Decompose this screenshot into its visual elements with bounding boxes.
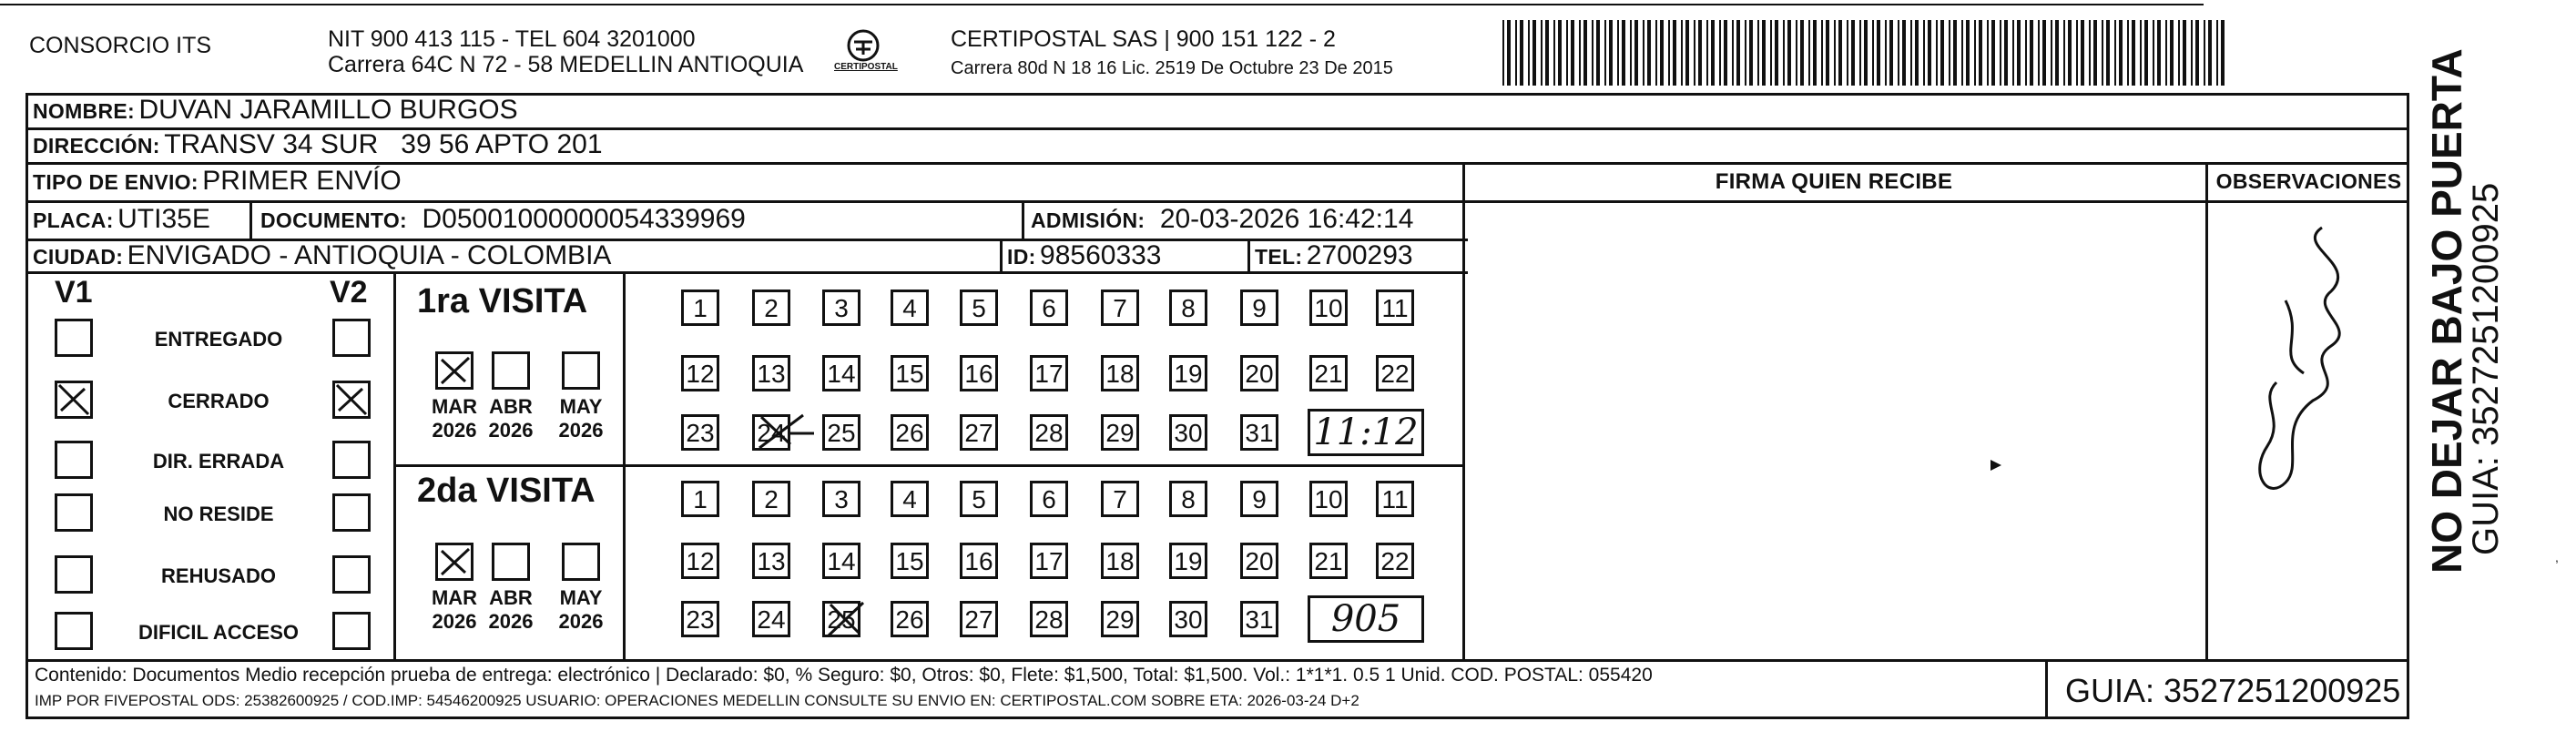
barcode-bar <box>1660 20 1664 86</box>
barcode-bar <box>2140 20 2142 86</box>
barcode-bar <box>2157 20 2161 86</box>
barcode-bar <box>1949 20 1950 86</box>
barcode-bar <box>1838 20 1842 86</box>
cell-divider <box>249 200 252 239</box>
barcode-bar <box>2076 20 2078 86</box>
placa-label: PLACA: <box>33 208 114 232</box>
barcode-bar <box>1910 20 1912 86</box>
company-name: CONSORCIO ITS <box>29 33 212 58</box>
month-checkbox[interactable] <box>492 543 530 581</box>
barcode-bar <box>2170 20 2174 86</box>
ciudad-field <box>33 240 611 271</box>
status-option-label: DIR. ERRADA <box>152 450 285 473</box>
month-year: 2026 <box>558 419 604 442</box>
barcode-bar <box>1736 20 1740 86</box>
barcode-bar <box>1851 20 1855 86</box>
month-name: MAY <box>559 586 603 609</box>
barcode-bar <box>2221 20 2225 86</box>
footer-guia-divider <box>2045 659 2048 719</box>
barcode <box>1502 20 2231 86</box>
barcode-bar <box>1745 20 1746 86</box>
day-box[interactable]: 31 <box>1240 601 1278 637</box>
id-value: 98560333 <box>1040 240 1162 270</box>
month-checkbox[interactable] <box>435 543 473 581</box>
barcode-bar <box>2153 20 2154 86</box>
observaciones-column-divider <box>2205 162 2208 659</box>
barcode-bar <box>1859 20 1861 86</box>
day-box[interactable]: 5 <box>960 481 998 517</box>
visit2-title: 2da VISITA <box>417 472 596 510</box>
barcode-bar <box>1732 20 1734 86</box>
month-checkbox[interactable] <box>562 351 600 390</box>
barcode-bar <box>1617 20 1619 86</box>
barcode-bar <box>1622 20 1625 86</box>
month-label <box>484 586 538 634</box>
cell-divider <box>1000 239 1003 271</box>
check-mark-icon <box>438 354 471 387</box>
handwritten-time: 905 <box>1308 595 1424 643</box>
v2-checkbox[interactable] <box>332 612 371 650</box>
barcode-bar <box>1847 20 1848 86</box>
tipo-envio-label: TIPO DE ENVIO: <box>33 170 199 194</box>
barcode-bar <box>1528 20 1530 86</box>
barcode-bar <box>1979 20 1982 86</box>
barcode-bar <box>1961 20 1963 86</box>
barcode-bar <box>1724 20 1727 86</box>
barcode-bar <box>2000 20 2001 86</box>
barcode-bar <box>1647 20 1651 86</box>
month-year: 2026 <box>488 610 534 633</box>
v2-checkbox[interactable] <box>332 493 371 532</box>
check-mark-icon <box>438 545 471 578</box>
barcode-bar <box>2025 20 2027 86</box>
month-name: ABR <box>489 586 533 609</box>
footer-guia: GUIA: 3527251200925 <box>2065 672 2401 709</box>
barcode-bar <box>1800 20 1804 86</box>
barcode-bar <box>2051 20 2052 86</box>
barcode-bar <box>1872 20 1874 86</box>
month-name: ABR <box>489 395 533 418</box>
day-box[interactable]: 26 <box>891 414 929 451</box>
direccion-label: DIRECCIÓN: <box>33 134 160 158</box>
barcode-bar <box>1507 20 1511 86</box>
day-box[interactable]: 22 <box>1376 543 1414 579</box>
month-label <box>554 395 608 442</box>
day-box[interactable]: 15 <box>891 355 929 391</box>
day-box[interactable]: 21 <box>1309 543 1348 579</box>
month-year: 2026 <box>432 610 477 633</box>
barcode-bar <box>1630 20 1632 86</box>
barcode-bar <box>1583 20 1587 86</box>
barcode-bar <box>1834 20 1836 86</box>
barcode-bar <box>1864 20 1868 86</box>
barcode-bar <box>1885 20 1887 86</box>
barcode-bar <box>2081 20 2084 86</box>
v1-checkbox[interactable] <box>55 493 93 532</box>
day-box[interactable]: 3 <box>822 481 860 517</box>
barcode-bar <box>1902 20 1906 86</box>
barcode-bar <box>1579 20 1581 86</box>
barcode-bar <box>1796 20 1797 86</box>
barcode-bar <box>1987 20 1989 86</box>
day-box[interactable]: 15 <box>891 543 929 579</box>
v2-checkbox[interactable] <box>332 441 371 479</box>
v1-checkbox[interactable] <box>55 555 93 594</box>
barcode-bar <box>2127 20 2129 86</box>
placa-field <box>33 204 210 235</box>
carrier-address: Carrera 80d N 18 16 Lic. 2519 De Octubre 23 De 2015 <box>951 58 1393 78</box>
barcode-bar <box>1966 20 1970 86</box>
day-box[interactable]: 21 <box>1309 355 1348 391</box>
month-label <box>427 395 482 442</box>
barcode-bar <box>2119 20 2123 86</box>
barcode-bar <box>1592 20 1593 86</box>
barcode-bar <box>2144 20 2148 86</box>
day-box[interactable]: 6 <box>1030 481 1068 517</box>
v1-header: V1 <box>55 275 93 310</box>
day-box[interactable]: 22 <box>1376 355 1414 391</box>
admision-field <box>1031 204 1413 235</box>
day-box[interactable]: 10 <box>1309 290 1348 326</box>
admision-label: ADMISIÓN: <box>1031 208 1145 232</box>
side-guia: GUIA: 3527251200925 <box>2466 182 2506 555</box>
row-divider <box>25 271 1468 274</box>
barcode-bar <box>1532 20 1536 86</box>
day-box[interactable]: 12 <box>681 355 719 391</box>
month-checkbox[interactable] <box>435 351 473 390</box>
barcode-bar <box>2191 20 2193 86</box>
barcode-bar <box>1898 20 1899 86</box>
day-box[interactable]: 26 <box>891 601 929 637</box>
barcode-bar <box>2106 20 2110 86</box>
check-mark-icon <box>335 383 368 416</box>
certipostal-logo-icon <box>830 27 896 64</box>
day-box[interactable]: 2 <box>752 290 790 326</box>
barcode-bar <box>1541 20 1543 86</box>
day-box[interactable]: 14 <box>822 543 860 579</box>
barcode-bar <box>1643 20 1644 86</box>
month-checkbox[interactable] <box>492 351 530 390</box>
status-option-label: CERRADO <box>168 390 270 412</box>
barcode-bar <box>1808 20 1810 86</box>
status-option-label: NO RESIDE <box>163 503 274 525</box>
tipo-envio-field <box>33 166 402 197</box>
barcode-bar <box>1923 20 1925 86</box>
barcode-bar <box>1974 20 1976 86</box>
observaciones-label: OBSERVACIONES <box>2215 169 2402 193</box>
barcode-bar <box>1826 20 1829 86</box>
barcode-bar <box>1940 20 1944 86</box>
day-box[interactable]: 6 <box>1030 290 1068 326</box>
day-box[interactable]: 1 <box>681 481 719 517</box>
barcode-bar <box>2017 20 2021 86</box>
barcode-bar <box>1936 20 1938 86</box>
barcode-bar <box>2055 20 2059 86</box>
company-nit: NIT 900 413 115 - TEL 604 3201000 <box>328 26 696 52</box>
top-edge-line <box>0 4 2204 5</box>
day-box[interactable]: 20 <box>1240 355 1278 391</box>
ciudad-value: ENVIGADO - ANTIOQUIA - COLOMBIA <box>127 240 612 270</box>
barcode-bar <box>2093 20 2097 86</box>
day-box[interactable]: 4 <box>891 290 929 326</box>
barcode-bar <box>2068 20 2072 86</box>
barcode-bar <box>2114 20 2116 86</box>
day-box[interactable]: 1 <box>681 290 719 326</box>
firma-label: FIRMA QUIEN RECIBE <box>1715 169 1953 194</box>
day-box[interactable]: 19 <box>1169 543 1207 579</box>
barcode-bar <box>1515 20 1517 86</box>
footer-imp-line: IMP POR FIVEPOSTAL ODS: 25382600925 / COD.IMP: 54546200925 USUARIO: OPERACIONES MEDELLIN CONSULTE SU ENVIO EN: CERTIPOSTAL.COM SOBRE ETA: 2026-03-24 D+2 <box>35 692 1359 709</box>
barcode-bar <box>1545 20 1549 86</box>
row-divider <box>25 162 2409 165</box>
barcode-bar <box>1553 20 1555 86</box>
barcode-bar <box>1953 20 1957 86</box>
barcode-bar <box>1668 20 1670 86</box>
day-box[interactable]: 8 <box>1169 481 1207 517</box>
barcode-bar <box>1558 20 1562 86</box>
v1-checkbox[interactable] <box>55 612 93 650</box>
day-box[interactable]: 10 <box>1309 481 1348 517</box>
documento-label: DOCUMENTO: <box>260 208 408 232</box>
barcode-bar <box>1877 20 1880 86</box>
day-box[interactable]: 9 <box>1240 290 1278 326</box>
barcode-bar <box>1655 20 1657 86</box>
barcode-bar <box>1673 20 1676 86</box>
month-label <box>484 395 538 442</box>
footer-divider <box>25 659 2409 662</box>
row-divider <box>25 200 1468 203</box>
day-box[interactable]: 16 <box>960 543 998 579</box>
cell-divider <box>1247 239 1250 271</box>
stray-mark <box>1991 460 2001 471</box>
barcode-bar <box>1770 20 1772 86</box>
barcode-bar <box>1698 20 1702 86</box>
v1-checkbox[interactable] <box>55 381 93 419</box>
day-box[interactable]: 18 <box>1101 355 1139 391</box>
visit1-title: 1ra VISITA <box>417 282 588 320</box>
admision-value: 20-03-2026 16:42:14 <box>1159 204 1414 234</box>
month-name: MAR <box>431 395 478 418</box>
visit-divider <box>393 464 1464 467</box>
nombre-value: DUVAN JARAMILLO BURGOS <box>138 95 518 125</box>
day-box[interactable]: 17 <box>1030 543 1068 579</box>
barcode-bar <box>2178 20 2180 86</box>
company-address: Carrera 64C N 72 - 58 MEDELLIN ANTIOQUIA <box>328 52 804 77</box>
check-mark-icon <box>57 383 90 416</box>
day-box[interactable]: 30 <box>1169 601 1207 637</box>
direccion-value: TRANSV 34 SUR 39 56 APTO 201 <box>164 129 603 159</box>
barcode-bar <box>2012 20 2014 86</box>
nombre-field <box>33 95 518 126</box>
barcode-bar <box>1571 20 1574 86</box>
day-box[interactable]: 18 <box>1101 543 1139 579</box>
month-label <box>427 586 482 634</box>
barcode-bar <box>1681 20 1683 86</box>
day-box[interactable]: 20 <box>1240 543 1278 579</box>
day-box[interactable]: 8 <box>1169 290 1207 326</box>
cell-divider <box>1022 200 1024 239</box>
certipostal-logo <box>830 27 896 78</box>
barcode-bar <box>2208 20 2212 86</box>
barcode-bar <box>2183 20 2186 86</box>
day-box[interactable]: 27 <box>960 601 998 637</box>
day-box[interactable]: 28 <box>1030 601 1068 637</box>
stray-mark: , <box>2555 550 2559 564</box>
day-box[interactable]: 29 <box>1101 601 1139 637</box>
barcode-bar <box>1711 20 1715 86</box>
barcode-bar <box>1821 20 1823 86</box>
barcode-bar <box>1634 20 1638 86</box>
day-box[interactable]: 17 <box>1030 355 1068 391</box>
barcode-bar <box>1502 20 1504 86</box>
barcode-bar <box>1749 20 1753 86</box>
status-option-label: DIFICIL ACCESO <box>137 621 299 644</box>
day-box[interactable]: 13 <box>752 543 790 579</box>
v2-header: V2 <box>330 275 368 310</box>
day-box[interactable]: 24 <box>752 414 790 451</box>
day-box[interactable]: 12 <box>681 543 719 579</box>
day-box[interactable]: 11 <box>1376 481 1414 517</box>
barcode-bar <box>2216 20 2218 86</box>
barcode-bar <box>1775 20 1778 86</box>
day-box[interactable]: 7 <box>1101 481 1139 517</box>
day-box[interactable]: 9 <box>1240 481 1278 517</box>
barcode-bar <box>2042 20 2046 86</box>
barcode-bar <box>2204 20 2205 86</box>
ciudad-label: CIUDAD: <box>33 245 124 269</box>
day-box[interactable]: 30 <box>1169 414 1207 451</box>
barcode-bars <box>1502 20 2231 86</box>
tel-label: TEL: <box>1255 245 1303 269</box>
v2-checkbox[interactable] <box>332 555 371 594</box>
barcode-bar <box>1596 20 1600 86</box>
status-option-label: REHUSADO <box>161 564 276 587</box>
barcode-bar <box>1915 20 1919 86</box>
day-box[interactable]: 2 <box>752 481 790 517</box>
barcode-bar <box>1566 20 1568 86</box>
day-box[interactable]: 29 <box>1101 414 1139 451</box>
day-box[interactable]: 5 <box>960 290 998 326</box>
day-box[interactable]: 27 <box>960 414 998 451</box>
barcode-bar <box>2004 20 2008 86</box>
barcode-bar <box>1783 20 1785 86</box>
barcode-bar <box>1520 20 1523 86</box>
barcode-bar <box>1787 20 1791 86</box>
barcode-bar <box>1991 20 1995 86</box>
month-year: 2026 <box>432 419 477 442</box>
v1-checkbox[interactable] <box>55 441 93 479</box>
certipostal-logo-caption: CERTIPOSTAL <box>834 62 898 72</box>
firma-column-divider <box>1462 162 1465 659</box>
month-year: 2026 <box>558 610 604 633</box>
barcode-bar <box>1609 20 1613 86</box>
month-checkbox[interactable] <box>562 543 600 581</box>
day-box[interactable]: 28 <box>1030 414 1068 451</box>
barcode-bar <box>1889 20 1893 86</box>
day-box[interactable]: 14 <box>822 355 860 391</box>
status-option-label: ENTREGADO <box>154 328 283 351</box>
barcode-bar <box>1757 20 1759 86</box>
month-name: MAY <box>559 395 603 418</box>
day-box[interactable]: 13 <box>752 355 790 391</box>
id-field <box>1007 240 1162 271</box>
documento-value: D05001000000054339969 <box>422 204 746 234</box>
id-label: ID: <box>1007 245 1036 269</box>
tipo-envio-value: PRIMER ENVÍO <box>202 166 402 196</box>
no-dejar-bajo-puerta: NO DEJAR BAJO PUERTA <box>2423 48 2470 574</box>
barcode-bar <box>1685 20 1689 86</box>
documento-field <box>260 204 746 235</box>
barcode-bar <box>1719 20 1721 86</box>
barcode-bar <box>1813 20 1817 86</box>
barcode-bar <box>2195 20 2199 86</box>
barcode-bar <box>2132 20 2135 86</box>
footer-content-line: Contenido: Documentos Medio recepción prueba de entrega: electrónico | Declarado: $0, % Seguro: $0, Otros: $0, Flete: $1,500, Total: $1,500. Vol.: 1*1*1. 0.5 1 Unid. COD. POSTAL: 055420 <box>35 665 1653 686</box>
barcode-bar <box>1928 20 1931 86</box>
barcode-bar <box>1706 20 1708 86</box>
day-box[interactable]: 4 <box>891 481 929 517</box>
day-box[interactable]: 25 <box>822 601 860 637</box>
barcode-bar <box>2030 20 2033 86</box>
carrier-name: CERTIPOSTAL SAS | 900 151 122 - 2 <box>951 26 1336 52</box>
day-box[interactable]: 3 <box>822 290 860 326</box>
day-box[interactable]: 25 <box>822 414 860 451</box>
barcode-bar <box>1762 20 1766 86</box>
nombre-label: NOMBRE: <box>33 99 135 123</box>
barcode-bar <box>2089 20 2091 86</box>
header-underline <box>1462 200 2409 203</box>
v1-checkbox[interactable] <box>55 319 93 357</box>
v2-checkbox[interactable] <box>332 319 371 357</box>
barcode-bar <box>1694 20 1695 86</box>
barcode-bar <box>2038 20 2040 86</box>
direccion-field <box>33 129 603 160</box>
placa-value: UTI35E <box>117 204 210 234</box>
day-box[interactable]: 23 <box>681 414 719 451</box>
tel-field <box>1255 240 1413 271</box>
day-box[interactable]: 16 <box>960 355 998 391</box>
barcode-bar <box>2165 20 2167 86</box>
month-label <box>554 586 608 634</box>
day-box[interactable]: 31 <box>1240 414 1278 451</box>
day-box[interactable]: 23 <box>681 601 719 637</box>
day-box[interactable]: 19 <box>1169 355 1207 391</box>
month-year: 2026 <box>488 419 534 442</box>
barcode-bar <box>1604 20 1606 86</box>
day-box[interactable]: 7 <box>1101 290 1139 326</box>
handwritten-time: 11:12 <box>1308 409 1424 456</box>
tel-value: 2700293 <box>1306 240 1413 270</box>
v2-checkbox[interactable] <box>332 381 371 419</box>
month-name: MAR <box>431 586 478 609</box>
day-box[interactable]: 11 <box>1376 290 1414 326</box>
barcode-bar <box>2063 20 2065 86</box>
barcode-bar <box>2102 20 2103 86</box>
day-box[interactable]: 24 <box>752 601 790 637</box>
